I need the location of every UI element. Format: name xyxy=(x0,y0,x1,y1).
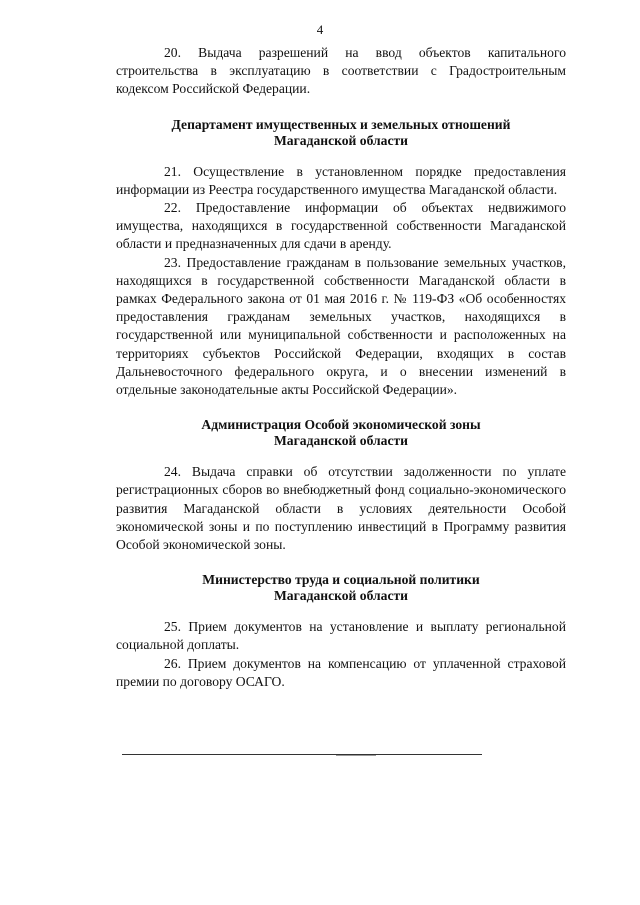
list-item-21: 21. Осуществление в установленном порядке предоставления информации из Реестра государственного имущества Магаданской области. xyxy=(116,163,566,197)
section-heading-property-department: Департамент имущественных и земельных отношений Магаданской области xyxy=(171,116,511,148)
list-item-25: 25. Прием документов на установление и выплату региональной социальной доплаты. xyxy=(116,619,566,653)
list-item-23: 23. Предоставление гражданам в пользование земельных участков, находящихся в государственной собственности Магаданской области в рамках Федерального закона от 01 мая 2016 г. № 119-ФЗ «Об особенностях предоставления гражданам земельных участков, находящихся в государственной или муниципальной собственности и расположенных на территориях субъектов Российской Федерации, входящих в состав Дальневосточного федерального округа, и о внесении изменений в отдельные законодательные акты Российской Федерации». xyxy=(116,254,566,398)
list-item-22: 22. Предоставление информации об объектах недвижимого имущества, находящихся в государственной собственности Магаданской области и предназначенных для сдачи в аренду. xyxy=(116,200,566,252)
page-number: 4 xyxy=(316,22,324,37)
footer-divider-fragment xyxy=(336,755,376,756)
list-item-20: 20. Выдача разрешений на ввод объектов капитального строительства в эксплуатацию в соответствии с Градостроительным кодексом Российской Федерации. xyxy=(116,45,566,97)
list-item-26: 26. Прием документов на компенсацию от уплаченной страховой премии по договору ОСАГО. xyxy=(116,655,566,689)
footer-divider xyxy=(122,754,482,755)
list-item-24: 24. Выдача справки об отсутствии задолженности по уплате регистрационных сборов во внебюджетный фонд социально-экономического развития Магаданской области в условиях деятельности Особой экономической зоны и по поступлению инвестиций в Программу развития Особой экономической зоны. xyxy=(116,464,566,553)
document-body xyxy=(116,44,566,691)
section-heading-sez-administration: Администрация Особой экономической зоны Магаданской области xyxy=(201,417,481,449)
section-heading-labor-ministry: Министерство труда и социальной политики Магаданской области xyxy=(202,572,480,604)
